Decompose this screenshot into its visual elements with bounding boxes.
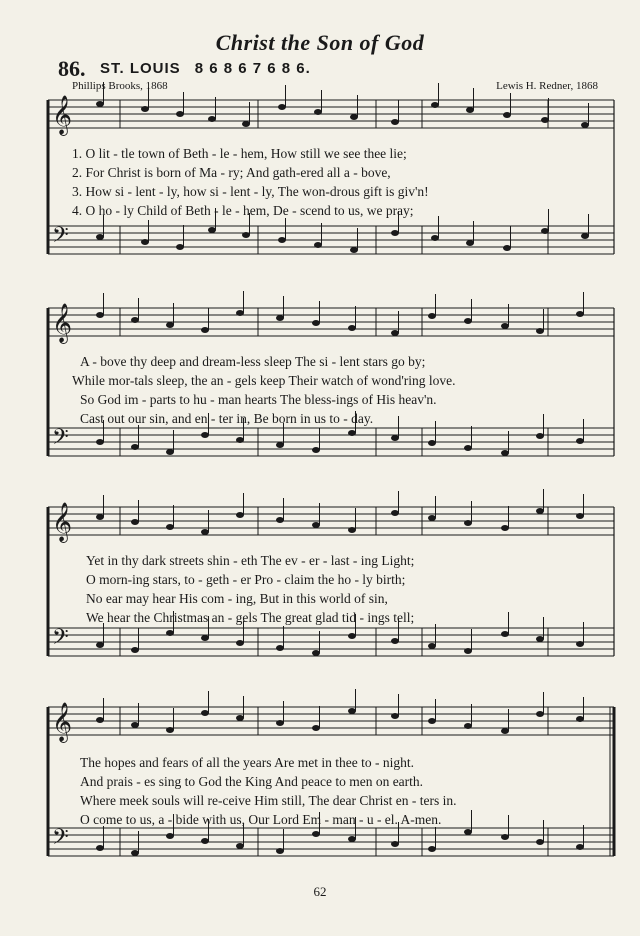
- note-head: [348, 527, 356, 533]
- note-head: [201, 529, 209, 535]
- note-head: [166, 727, 174, 733]
- lyric-line: 3. How si - lent - ly, how si - lent - ly, The won-drous gift is giv'n!: [72, 184, 429, 199]
- note-head: [348, 836, 356, 842]
- note-head: [501, 323, 509, 329]
- note-head: [96, 312, 104, 318]
- treble-clef-icon: 𝄞: [52, 502, 73, 542]
- note-head: [464, 723, 472, 729]
- note-head: [501, 728, 509, 734]
- note-head: [576, 311, 584, 317]
- lyric-line: O morn-ing stars, to - geth - er Pro - claim the ho - ly birth;: [86, 572, 406, 587]
- lyric-line: No ear may hear His com - ing, But in this world of sin,: [86, 591, 388, 606]
- note-head: [131, 444, 139, 450]
- note-head: [278, 237, 286, 243]
- note-head: [208, 227, 216, 233]
- note-head: [501, 834, 509, 840]
- note-head: [428, 846, 436, 852]
- note-head: [576, 641, 584, 647]
- note-head: [536, 508, 544, 514]
- treble-clef-icon: 𝄞: [52, 702, 73, 742]
- note-head: [278, 104, 286, 110]
- note-head: [96, 439, 104, 445]
- note-head: [536, 433, 544, 439]
- note-head: [391, 713, 399, 719]
- note-head: [131, 519, 139, 525]
- lyric-line: 4. O ho - ly Child of Beth - le - hem, De - scend to us, we pray;: [72, 203, 414, 218]
- note-head: [314, 109, 322, 115]
- note-head: [431, 102, 439, 108]
- meter: 8 6 8 6 7 6 8 6.: [194, 60, 311, 77]
- note-head: [201, 432, 209, 438]
- hymn-number: 86.: [58, 56, 86, 81]
- note-head: [348, 430, 356, 436]
- note-head: [276, 720, 284, 726]
- note-head: [276, 848, 284, 854]
- note-head: [350, 247, 358, 253]
- note-head: [141, 239, 149, 245]
- note-head: [176, 244, 184, 250]
- lyric-line: 1. O lit - tle town of Beth - le - hem, How still we see thee lie;: [72, 146, 407, 161]
- note-head: [466, 107, 474, 113]
- note-head: [464, 520, 472, 526]
- note-head: [236, 310, 244, 316]
- note-head: [96, 642, 104, 648]
- lyric-line: We hear the Christmas an - gels The great glad tid - ings tell;: [86, 610, 415, 625]
- note-head: [464, 829, 472, 835]
- note-head: [166, 322, 174, 328]
- note-head: [348, 708, 356, 714]
- note-head: [391, 841, 399, 847]
- note-head: [276, 315, 284, 321]
- note-head: [536, 711, 544, 717]
- lyric-line: Where meek souls will re-ceive Him still, The dear Christ en - ters in.: [80, 793, 457, 808]
- note-head: [314, 242, 322, 248]
- note-head: [348, 325, 356, 331]
- note-head: [236, 640, 244, 646]
- note-head: [131, 317, 139, 323]
- note-head: [131, 722, 139, 728]
- note-head: [312, 831, 320, 837]
- tune-name: ST. LOUIS: [100, 60, 181, 77]
- note-head: [501, 450, 509, 456]
- note-head: [501, 525, 509, 531]
- lyric-line: Yet in thy dark streets shin - eth The ev - er - last - ing Light;: [86, 553, 415, 568]
- note-head: [581, 122, 589, 128]
- note-head: [96, 101, 104, 107]
- note-head: [391, 330, 399, 336]
- note-head: [536, 839, 544, 845]
- lyric-line: O come to us, a - bide with us, Our Lord Em - man - u - el. A-men.: [80, 812, 442, 827]
- note-head: [312, 522, 320, 528]
- note-head: [166, 524, 174, 530]
- note-head: [428, 515, 436, 521]
- note-head: [428, 643, 436, 649]
- treble-clef-icon: 𝄞: [52, 95, 73, 135]
- note-head: [350, 114, 358, 120]
- treble-clef-icon: 𝄞: [52, 303, 73, 343]
- note-head: [131, 850, 139, 856]
- note-head: [141, 106, 149, 112]
- note-head: [242, 232, 250, 238]
- note-head: [576, 513, 584, 519]
- note-head: [431, 235, 439, 241]
- note-head: [312, 447, 320, 453]
- note-head: [176, 111, 184, 117]
- note-head: [428, 313, 436, 319]
- note-head: [236, 715, 244, 721]
- note-head: [276, 645, 284, 651]
- lyric-line: And prais - es sing to God the King And peace to men on earth.: [80, 774, 424, 789]
- note-head: [276, 517, 284, 523]
- note-head: [96, 717, 104, 723]
- page-number: 62: [313, 884, 327, 899]
- lyric-line: So God im - parts to hu - man hearts The bless-ings of His heav'n.: [80, 392, 437, 407]
- note-head: [166, 833, 174, 839]
- note-head: [166, 630, 174, 636]
- note-head: [576, 844, 584, 850]
- note-head: [236, 843, 244, 849]
- note-head: [236, 437, 244, 443]
- lyric-line: While mor-tals sleep, the an - gels keep Their watch of wond'ring love.: [72, 373, 456, 388]
- note-head: [131, 647, 139, 653]
- hymn-title: Christ the Son of God: [215, 30, 425, 55]
- note-head: [501, 631, 509, 637]
- note-head: [348, 633, 356, 639]
- note-head: [276, 442, 284, 448]
- note-head: [503, 245, 511, 251]
- note-head: [428, 718, 436, 724]
- note-head: [242, 121, 250, 127]
- note-head: [391, 638, 399, 644]
- composer-credit: Lewis H. Redner, 1868: [496, 80, 598, 92]
- bass-clef-icon: 𝄢: [52, 223, 69, 253]
- note-head: [391, 230, 399, 236]
- note-head: [391, 119, 399, 125]
- bass-clef-icon: 𝄢: [52, 825, 69, 855]
- note-head: [312, 650, 320, 656]
- note-head: [536, 636, 544, 642]
- note-head: [464, 318, 472, 324]
- note-head: [312, 725, 320, 731]
- lyric-line: The hopes and fears of all the years Are met in thee to - night.: [80, 755, 415, 770]
- note-head: [166, 449, 174, 455]
- note-head: [576, 438, 584, 444]
- note-head: [201, 635, 209, 641]
- note-head: [503, 112, 511, 118]
- note-head: [576, 716, 584, 722]
- author-credit: Phillips Brooks, 1868: [72, 80, 168, 92]
- note-head: [201, 710, 209, 716]
- bass-clef-icon: 𝄢: [52, 425, 69, 455]
- note-head: [581, 233, 589, 239]
- note-head: [96, 234, 104, 240]
- note-head: [96, 845, 104, 851]
- note-head: [536, 328, 544, 334]
- lyric-line: 2. For Christ is born of Ma - ry; And gath-ered all a - bove,: [72, 165, 391, 180]
- lyric-line: Cast out our sin, and en - ter in, Be born in us to - day.: [80, 411, 374, 426]
- note-head: [236, 512, 244, 518]
- note-head: [464, 648, 472, 654]
- note-head: [428, 440, 436, 446]
- note-head: [391, 510, 399, 516]
- note-head: [391, 435, 399, 441]
- note-head: [464, 445, 472, 451]
- note-head: [201, 838, 209, 844]
- note-head: [312, 320, 320, 326]
- bass-clef-icon: 𝄢: [52, 625, 69, 655]
- note-head: [96, 514, 104, 520]
- note-head: [208, 116, 216, 122]
- lyric-line: A - bove thy deep and dream-less sleep The si - lent stars go by;: [80, 354, 426, 369]
- note-head: [466, 240, 474, 246]
- note-head: [201, 327, 209, 333]
